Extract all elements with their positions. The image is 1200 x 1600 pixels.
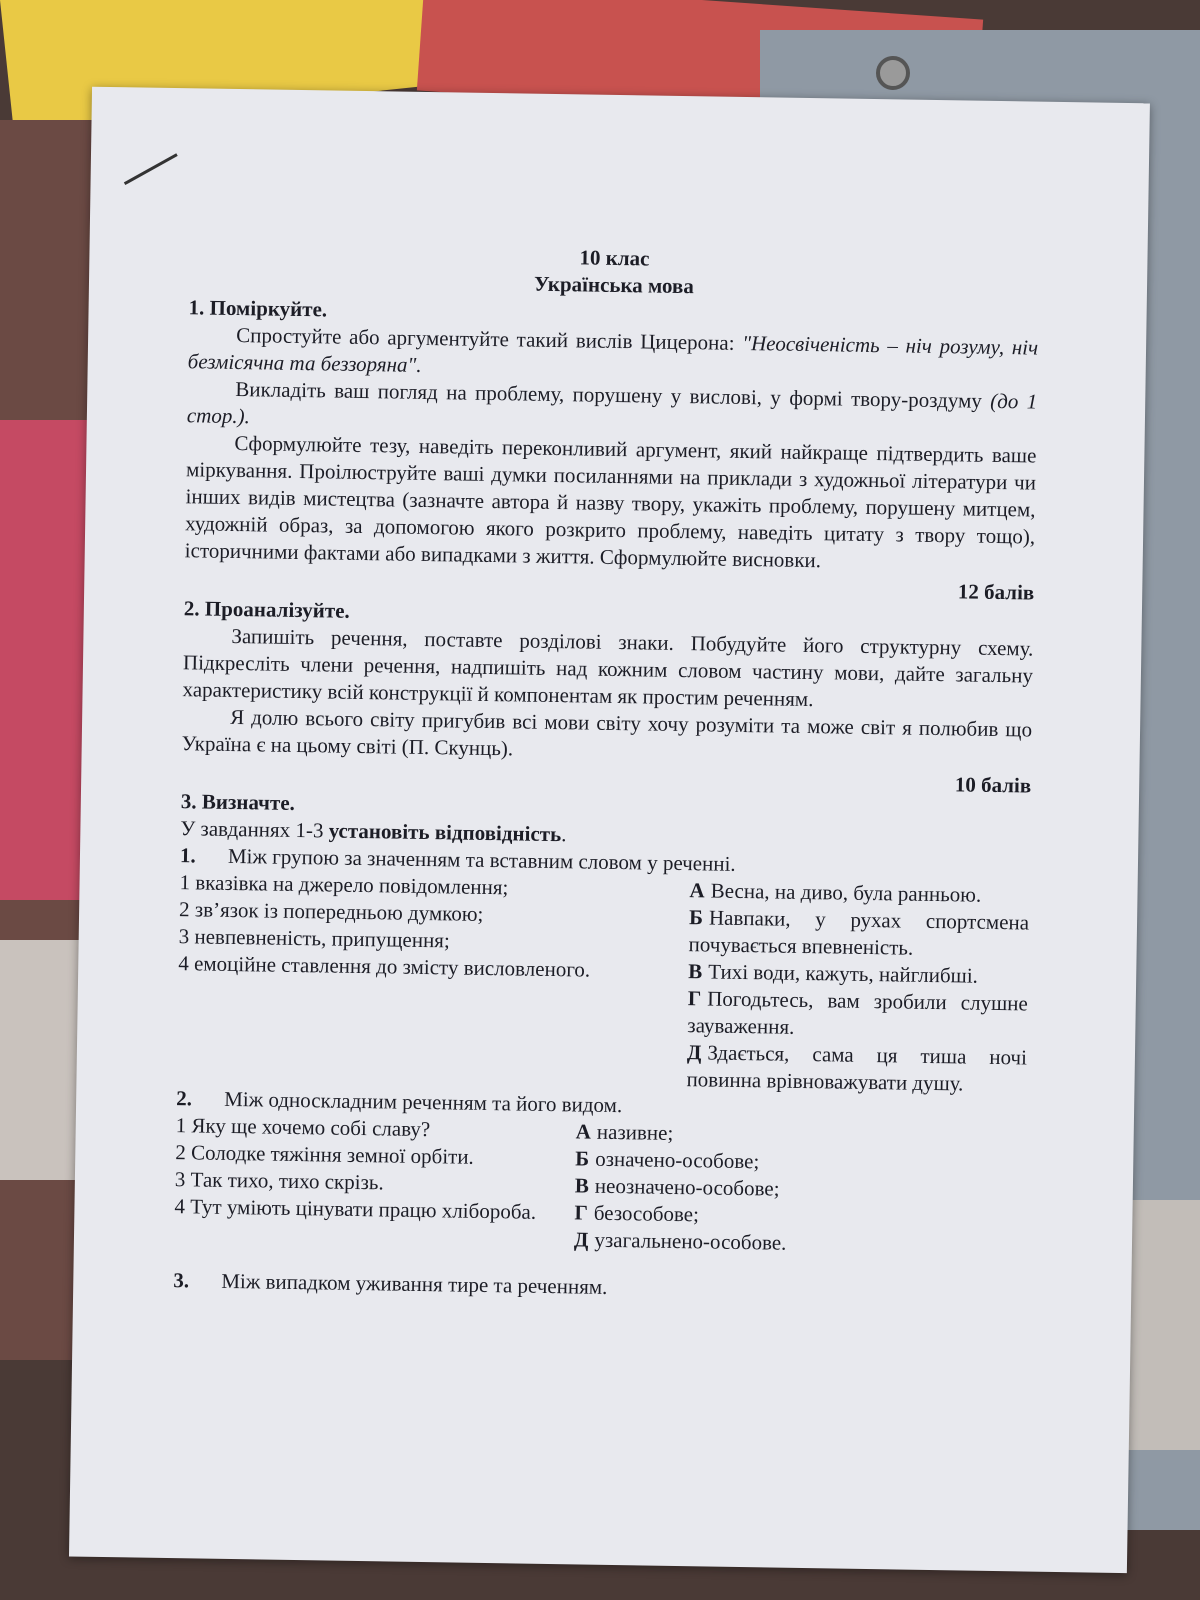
option-letter: Д [686,1040,702,1065]
option-text: називне; [596,1119,674,1145]
list-item: 4 Тут уміють цінувати працю хлібороба. [174,1194,537,1224]
option-letter: В [688,959,703,984]
option-text: безособове; [593,1200,700,1227]
list-item: 2 зв’язок із попередньою думкою; [178,897,484,926]
option-letter: Б [575,1146,590,1171]
list-item: 2 Солодке тяжіння земної орбіти. [175,1140,474,1169]
section2-paragraph1: Запишіть речення, поставте розділові знаки. Побудуйте його структурну схему. Підкресліть члени речення, надпишіть над кожним словом частину мови, дайте загальну характеристику всій конструкції й компонентам як простим реченням. [182,623,1034,712]
section1-p2-text: Викладіть ваш погляд на проблему, порушену у вислові, у формі твору-роздуму [235,376,991,413]
section1-paragraph3: Сформулюйте тезу, наведіть переконливий аргумент, який найкраще підтвердить ваше міркування. Проілюструйте ваші думки посиланнями на приклади з художньої літератури чи інших видів мистецтва (зазначте автора й назву твору, укажіть проблему, порушену митцем, художній образ, за допомогою якого розкрито проблему, наведіть цитату з твору тощо), історичними фактами або випадками з життя. Сформулюйте висновки. [184,430,1037,573]
option-letter: Б [688,905,704,930]
section3-title: 3. Визначте. [180,789,296,815]
list-item: 1 вказівка на джерело повідомлення; [179,870,509,900]
option-letter: Г [574,1200,589,1225]
section2-sentence: Я долю всього світу пригубив всі мови світу хочу розуміти та може світ я полюбив що Україна є на цьому світі (П. Скунць). [181,704,1033,761]
section1-title: 1. Поміркуйте. [188,295,328,322]
staple-icon [124,153,178,185]
task1-matching [176,869,1029,1098]
sheet-content [173,238,1039,1307]
subject-title: Українська мова [533,271,695,299]
list-item: 1 Яку ще хочемо собі славу? [175,1113,431,1142]
option-letter: А [689,878,705,903]
section1-p1-text: Спростуйте або аргументуйте такий вислів Цицерона: [235,322,743,355]
section2-score: 10 балів [954,772,1032,798]
option-letter: Д [573,1227,589,1252]
task1-question: Між групою за значенням та вставним словом у реченні. [227,843,736,876]
option-item [687,985,1028,1044]
option-letter: Г [687,986,702,1011]
section1-score: 12 балів [957,579,1035,605]
list-item: 3 Так тихо, тихо скрізь. [174,1167,384,1195]
task2-question: Між односкладним реченням та його видом. [223,1086,623,1118]
option-item [688,904,1029,963]
option-text: Весна, на диво, була ранньою. [710,878,982,907]
intro-plain: У завданнях 1-3 [180,816,329,843]
list-item: 3 невпевненість, припущення; [178,924,450,953]
intro-bold: установіть відповідність [328,818,562,847]
eyelet-icon [876,56,910,90]
option-text: Здається, сама ця тиша ночі повинна врівноважувати душу. [686,1040,1028,1096]
option-item [686,1039,1027,1098]
list-item: 4 емоційне ставлення до змісту висловленого. [178,951,591,982]
option-text: Тихі води, кажуть, найглибші. [708,959,979,988]
task1-number: 1. [179,843,196,868]
option-text: означено-особове; [594,1146,760,1174]
option-text: неозначено-особове; [594,1173,780,1201]
exam-sheet [69,87,1150,1573]
intro-end: . [560,822,567,847]
task3-number: 3. [173,1268,190,1293]
task1-right-column [686,877,1029,1098]
option-text: узагальнено-особове. [594,1227,787,1255]
task2-right-column [574,1118,1026,1260]
length-note: (до 1 стор.). [186,388,1038,429]
option-text: Навпаки, у рухах спортсмена почувається впевненість. [688,905,1030,960]
task3-question: Між випадком уживання тире та реченням. [221,1268,608,1299]
cicero-quote: "Неосвіченість – ніч розуму, ніч безмісячна та беззоряна". [187,330,1039,377]
option-letter: В [574,1173,590,1198]
task2-left-column [174,1112,566,1253]
grade-title: 10 клас [579,245,650,271]
section2-title: 2. Проаналізуйте. [183,596,350,623]
option-text: Погодьтесь, вам зробили слушне зауваження. [687,986,1028,1039]
task1-left-column [176,869,679,1093]
task2-matching [174,1112,1026,1260]
option-letter: А [575,1119,592,1144]
task2-number: 2. [176,1086,193,1111]
